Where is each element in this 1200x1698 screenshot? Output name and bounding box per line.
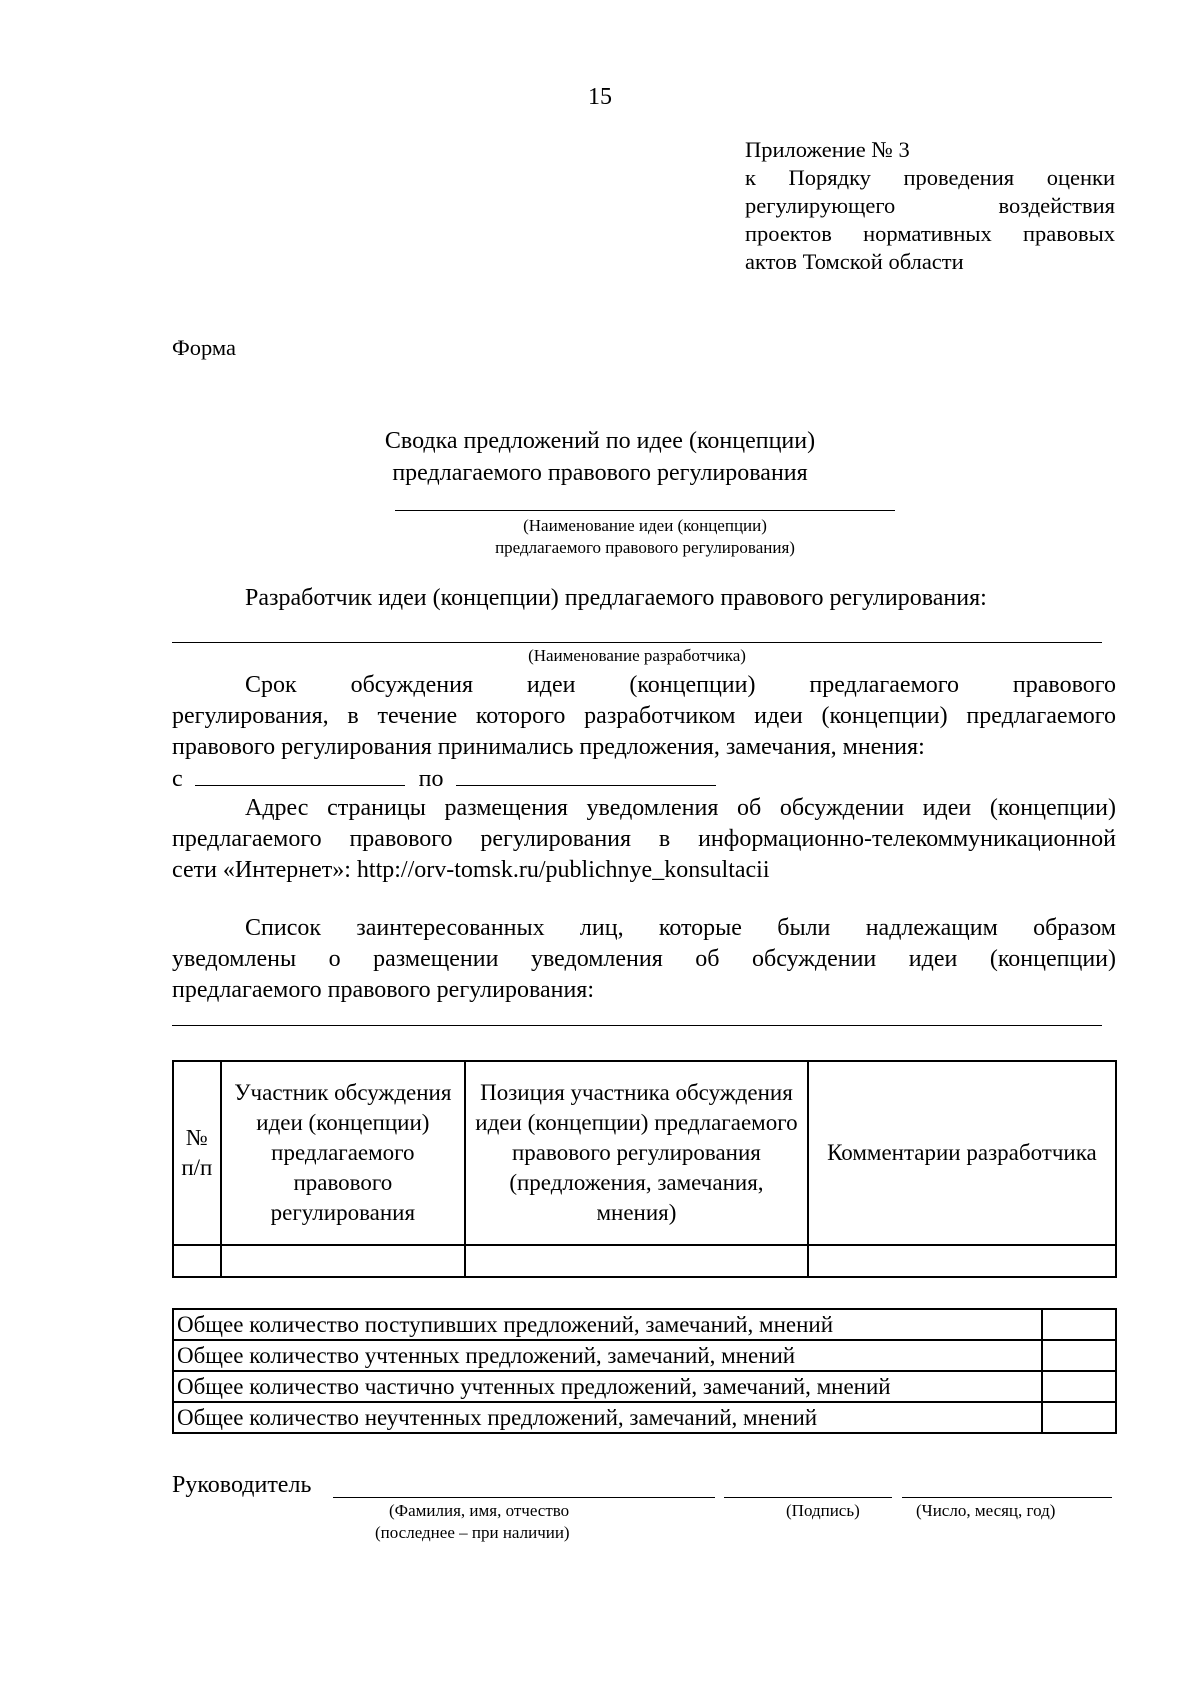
signature-sign-caption: (Подпись) bbox=[786, 1501, 860, 1520]
address-line: сети «Интернет»: http://orv-tomsk.ru/publichnye_konsultacii bbox=[172, 857, 770, 883]
table-cell[interactable] bbox=[173, 1245, 221, 1277]
appendix-block bbox=[745, 136, 1115, 276]
appendix-line: проектов нормативных правовых bbox=[745, 221, 1115, 246]
period-line: регулирования, в течение которого разработчиком идеи (концепции) предлагаемого bbox=[172, 703, 1116, 729]
page-number: 15 bbox=[588, 84, 612, 110]
appendix-title: Приложение № 3 bbox=[745, 137, 910, 162]
table-cell[interactable] bbox=[808, 1245, 1116, 1277]
idea-name-line bbox=[395, 510, 895, 511]
title-line: предлагаемого правового регулирования bbox=[392, 460, 808, 486]
header-participant: Участник обсуждения идеи (концепции) предлагаемого правового регулирования bbox=[221, 1061, 465, 1245]
caption-line: (Фамилия, имя, отчество bbox=[389, 1501, 570, 1520]
stakeholders-block bbox=[172, 913, 1116, 1006]
address-block bbox=[172, 793, 1116, 886]
caption-line: (Наименование идеи (концепции) bbox=[523, 516, 767, 535]
header-comments: Комментарии разработчика bbox=[808, 1061, 1116, 1245]
appendix-line: к Порядку проведения оценки bbox=[745, 165, 1115, 190]
stakeholders-list-line bbox=[172, 1025, 1102, 1026]
totals-label: Общее количество учтенных предложений, замечаний, мнений bbox=[173, 1340, 1042, 1371]
idea-name-caption bbox=[395, 515, 895, 559]
developer-name-line bbox=[172, 642, 1102, 643]
developer-caption: (Наименование разработчика) bbox=[528, 646, 746, 665]
period-from-field[interactable] bbox=[195, 763, 405, 786]
totals-row bbox=[173, 1402, 1116, 1433]
table-row bbox=[173, 1245, 1116, 1277]
period-from-label: с bbox=[172, 766, 183, 792]
signature-date-line[interactable] bbox=[902, 1497, 1112, 1498]
totals-row bbox=[173, 1309, 1116, 1340]
developer-label: Разработчик идеи (концепции) предлагаемого правового регулирования: bbox=[245, 585, 987, 611]
totals-row bbox=[173, 1371, 1116, 1402]
totals-value-cell[interactable] bbox=[1042, 1371, 1116, 1402]
address-line: Адрес страницы размещения уведомления об обсуждении идеи (концепции) bbox=[245, 795, 1116, 821]
signature-sign-line[interactable] bbox=[724, 1497, 892, 1498]
totals-value-cell[interactable] bbox=[1042, 1402, 1116, 1433]
address-line: предлагаемого правового регулирования в информационно-телекоммуникационной bbox=[172, 826, 1116, 852]
stakeholders-line: Список заинтересованных лиц, которые были надлежащим образом bbox=[245, 915, 1116, 941]
period-to-field[interactable] bbox=[456, 763, 716, 786]
totals-row bbox=[173, 1340, 1116, 1371]
totals-table bbox=[172, 1308, 1117, 1434]
form-label: Форма bbox=[172, 335, 237, 360]
appendix-line: регулирующего воздействия bbox=[745, 193, 1115, 218]
totals-value-cell[interactable] bbox=[1042, 1309, 1116, 1340]
discussion-table bbox=[172, 1060, 1117, 1278]
totals-value-cell[interactable] bbox=[1042, 1340, 1116, 1371]
stakeholders-line: предлагаемого правового регулирования: bbox=[172, 977, 595, 1003]
table-cell[interactable] bbox=[221, 1245, 465, 1277]
title-line: Сводка предложений по идее (концепции) bbox=[384, 428, 816, 454]
header-number: № п/п bbox=[173, 1061, 221, 1245]
totals-label: Общее количество поступивших предложений, замечаний, мнений bbox=[173, 1309, 1042, 1340]
stakeholders-line: уведомлены о размещении уведомления об обсуждении идеи (концепции) bbox=[172, 946, 1116, 972]
period-dates bbox=[172, 763, 1116, 795]
period-line: правового регулирования принимались предложения, замечания, мнения: bbox=[172, 734, 925, 760]
document-title bbox=[0, 425, 1200, 489]
totals-label: Общее количество неучтенных предложений, замечаний, мнений bbox=[173, 1402, 1042, 1433]
signature-label: Руководитель bbox=[172, 1472, 312, 1498]
signature-name-line[interactable] bbox=[333, 1497, 715, 1498]
signature-name-caption bbox=[375, 1500, 570, 1544]
period-block bbox=[172, 670, 1116, 795]
period-line: Срок обсуждения идеи (концепции) предлагаемого правового bbox=[245, 672, 1116, 698]
header-position: Позиция участника обсуждения идеи (концепции) предлагаемого правового регулирования (предложения, замечания, мнения) bbox=[465, 1061, 808, 1245]
period-to-label: по bbox=[418, 766, 444, 792]
totals-label: Общее количество частично учтенных предложений, замечаний, мнений bbox=[173, 1371, 1042, 1402]
table-cell[interactable] bbox=[465, 1245, 808, 1277]
appendix-line: актов Томской области bbox=[745, 249, 964, 274]
caption-line: (последнее – при наличии) bbox=[375, 1523, 570, 1542]
signature-date-caption: (Число, месяц, год) bbox=[916, 1501, 1056, 1520]
caption-line: предлагаемого правового регулирования) bbox=[495, 538, 795, 557]
table-header-row bbox=[173, 1061, 1116, 1245]
